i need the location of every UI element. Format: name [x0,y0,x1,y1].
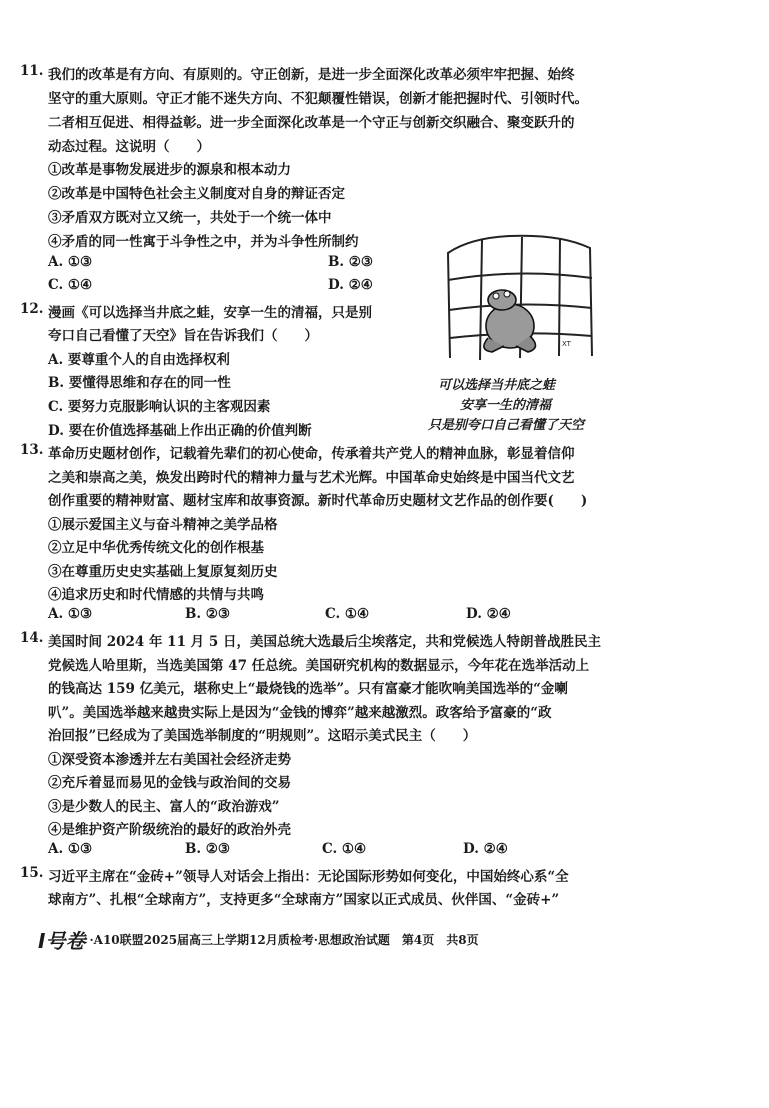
answer-option-b[interactable]: B. 要懂得思维和存在的同一性 [48,375,231,391]
answer-option-d[interactable]: D. 要在价值选择基础上作出正确的价值判断 [48,423,312,439]
answer-option-d[interactable]: D. ②④ [328,277,373,293]
answer-option-c[interactable]: C. ①④ [322,841,367,857]
statement: ④是维护资产阶级统治的最好的政治外壳 [48,822,291,838]
answer-option-c[interactable]: C. ①④ [325,606,370,622]
cartoon-signature: XT [562,340,571,348]
question-number: 12. [20,301,44,317]
statement: ①深受资本渗透并左右美国社会经济走势 [48,752,291,768]
answer-option-a[interactable]: A. ①③ [48,254,93,270]
cartoon-caption-line: 可以选择当井底之蛙 [438,378,556,393]
frog-in-well-cartoon [440,228,596,368]
statement: ①改革是事物发展进步的源泉和根本动力 [48,162,291,178]
question-text-line: 习近平主席在“金砖+”领导人对话会上指出：无论国际形势如何变化，中国始终心系“全 [48,869,569,885]
answer-option-d[interactable]: D. ②④ [466,606,511,622]
answer-option-b[interactable]: B. ②③ [328,254,374,270]
answer-option-a[interactable]: A. 要尊重个人的自由选择权利 [48,352,230,368]
statement: ④追求历史和时代情感的共情与共鸣 [48,587,264,603]
question-text-line: 党候选人哈里斯，当选美国第 47 任总统。美国研究机构的数据显示，今年花在选举活动上 [48,658,590,674]
question-text-line: 治回报”已经成为了美国选举制度的“明规则”。这昭示美式民主（ ） [48,728,477,744]
question-text-line: 夸口自己看懂了天空》旨在告诉我们（ ） [48,328,318,344]
answer-option-b[interactable]: B. ②③ [185,606,231,622]
statement: ③在尊重历史史实基础上复原复刻历史 [48,564,278,580]
statement: ③矛盾双方既对立又统一，共处于一个统一体中 [48,210,332,226]
exam-logo: I号卷 [38,929,86,953]
statement: ②充斥着显而易见的金钱与政治间的交易 [48,775,291,791]
answer-option-a[interactable]: A. ①③ [48,841,93,857]
question-text-line: 创作重要的精神财富、题材宝库和故事资源。新时代革命历史题材文艺作品的创作要( ) [48,493,588,509]
answer-option-b[interactable]: B. ②③ [185,841,231,857]
answer-option-c[interactable]: C. ①④ [48,277,93,293]
statement: ②立足中华优秀传统文化的创作根基 [48,540,264,556]
answer-option-d[interactable]: D. ②④ [463,841,508,857]
answer-option-a[interactable]: A. ①③ [48,606,93,622]
statement: ②改革是中国特色社会主义制度对自身的辩证否定 [48,186,345,202]
question-number: 11. [20,63,44,79]
statement: ④矛盾的同一性寓于斗争性之中，并为斗争性所制约 [48,234,359,250]
question-text-line: 漫画《可以选择当井底之蛙，安享一生的清福，只是别 [48,305,372,321]
question-text-line: 美国时间 2024 年 11 月 5 日，美国总统大选最后尘埃落定，共和党候选人特朗普战胜民主 [48,634,601,650]
question-text-line: 动态过程。这说明（ ） [48,139,210,155]
cartoon-caption-line: 只是别夸口自己看懂了天空 [428,418,585,433]
question-number: 13. [20,442,44,458]
question-text-line: 叭”。美国选举越来越贵实际上是因为“金钱的博弈”越来越激烈。政客给予富豪的“政 [48,705,552,721]
question-text-line: 之美和崇高之美，焕发出跨时代的精神力量与艺术光辉。中国革命史始终是中国当代文艺 [48,470,575,486]
question-text-line: 我们的改革是有方向、有原则的。守正创新，是进一步全面深化改革必须牢牢把握、始终 [48,67,575,83]
cartoon-caption-line: 安享一生的清福 [460,398,552,413]
question-text-line: 的钱高达 159 亿美元，堪称史上“最烧钱的选举”。只有富豪才能吹响美国选举的“金喇 [48,681,568,697]
question-text-line: 革命历史题材创作，记载着先辈们的初心使命，传承着共产党人的精神血脉，彰显着信仰 [48,446,575,462]
statement: ①展示爱国主义与奋斗精神之美学品格 [48,517,278,533]
page-footer [38,925,479,954]
question-text-line: 坚守的重大原则。守正才能不迷失方向、不犯颠覆性错误，创新才能把握时代、引领时代。 [48,91,588,107]
footer-text: ·A10联盟2025届高三上学期12月质检考·思想政治试题 第4页 共8页 [89,933,479,947]
statement: ③是少数人的民主、富人的“政治游戏” [48,799,280,815]
answer-option-c[interactable]: C. 要努力克服影响认识的主客观因素 [48,399,271,415]
question-text-line: 球南方”、扎根“全球南方”，支持更多“全球南方”国家以正式成员、伙伴国、“金砖+” [48,892,560,908]
question-text-line: 二者相互促进、相得益彰。进一步全面深化改革是一个守正与创新交织融合、聚变跃升的 [48,115,575,131]
question-number: 14. [20,630,44,646]
question-number: 15. [20,865,44,881]
